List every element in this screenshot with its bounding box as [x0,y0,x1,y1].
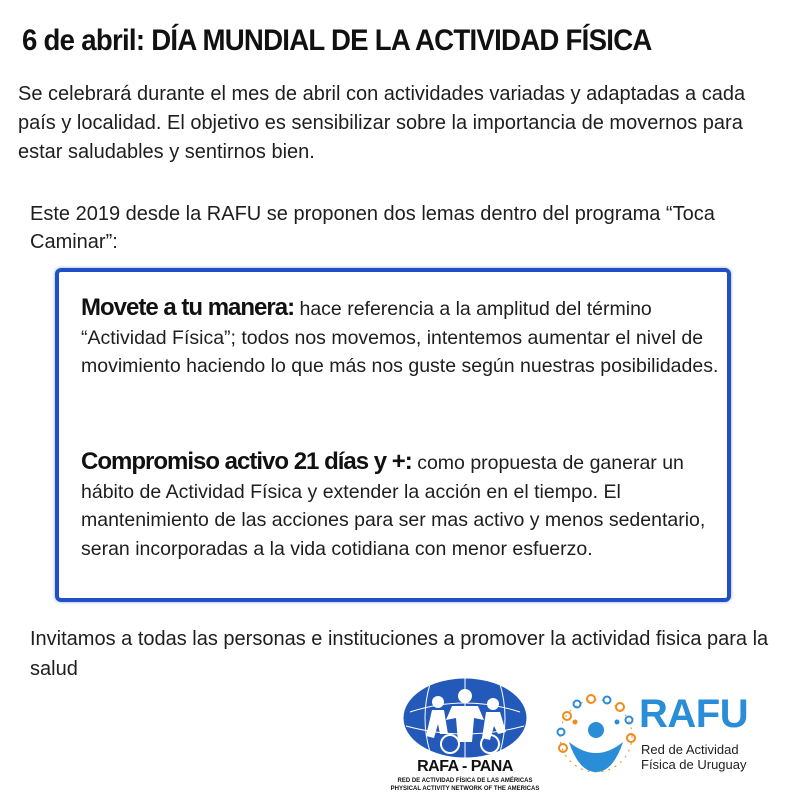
lead-paragraph: Este 2019 desde la RAFU se proponen dos lemas dentro del programa “Toca Caminar”: [30,203,715,253]
rafa-pana-logo [390,672,540,798]
lemma-2-paragraph [81,448,721,563]
lemma-2-text: como propuesta de ganerar un hábito de Actividad Física y extender la acción en el tiempo. El mantenimiento de las acciones para ser mas activo y menos sedentario, seran incorporadas a la vida cotidiana con menor esfuerzo. [81,452,706,560]
rafu-emblem-icon [555,694,637,776]
globe-people-icon [390,672,540,762]
rafu-subtitle-line-2: Física de Uruguay [641,757,747,772]
lemma-1-paragraph [81,294,721,381]
page-title: 6 de abril: DÍA MUNDIAL DE LA ACTIVIDAD FÍSICA [22,24,652,57]
intro-paragraph: Se celebrará durante el mes de abril con actividades variadas y adaptadas a cada país y localidad. El objetivo es sensibilizar sobre la importancia de movernos para estar saludables y sentirnos bien. [18,83,746,163]
lemmas-box [55,268,731,602]
lemma-1-text: hace referencia a la amplitud del término “Actividad Física”; todos nos movemos, intentemos aumentar el nivel de movimiento haciendo lo que más nos guste según nuestras posibilidades. [81,298,719,377]
rafa-pana-subtitle-es: RED DE ACTIVIDAD FÍSICA DE LAS AMÉRICAS [397,778,533,784]
lemma-1-title: Movete a tu manera: [81,294,295,321]
rafa-pana-name: RAFA - PANA [417,758,513,775]
rafu-logo [555,690,775,780]
lemma-2-title: Compromiso activo 21 días y +: [81,448,412,475]
rafu-name: RAFU [639,692,749,736]
invite-paragraph: Invitamos a todas las personas e instituciones a promover la actividad fisica para la salud [30,628,769,680]
rafu-subtitle-line-1: Red de Actividad [641,742,739,757]
rafa-pana-subtitle-en: PHYSICAL ACTIVITY NETWORK OF THE AMERICAS [390,786,540,792]
